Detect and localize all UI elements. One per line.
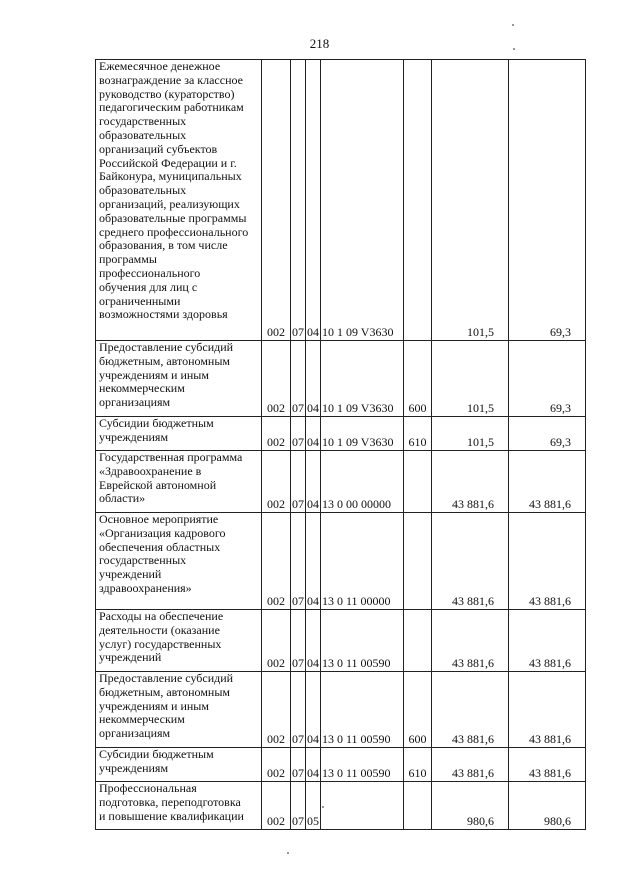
row-sum-2: 69,3 bbox=[509, 341, 586, 417]
row-sum-2: 43 881,6 bbox=[509, 610, 586, 672]
row-sum-1: 101,5 bbox=[432, 60, 509, 341]
scan-speck bbox=[512, 24, 514, 26]
row-sum-1: 43 881,6 bbox=[432, 513, 509, 610]
row-rz-code: 07 bbox=[291, 610, 306, 672]
row-rz-code: 07 bbox=[291, 451, 306, 513]
row-vr-code bbox=[404, 610, 432, 672]
row-name: Ежемесячное денежное вознаграждение за классное руководство (кураторство) педагогическим работникам государственных образовательных организаций субъектов Российской Федерации и г. Байконура, муниципальных образовательных организаций, реализующих образовательные программы среднего профессионального образования, в том числе программы профессионального обучения для лиц с ограниченными возможностями здоровья bbox=[96, 60, 262, 341]
row-vr-code: 610 bbox=[404, 748, 432, 782]
row-gr-code: 002 bbox=[262, 610, 291, 672]
table-row bbox=[96, 60, 586, 341]
row-vr-code: 610 bbox=[404, 417, 432, 451]
row-gr-code: 002 bbox=[262, 513, 291, 610]
row-name: Государственная программа «Здравоохранение в Еврейской автономной области» bbox=[96, 451, 262, 513]
row-sum-2: 69,3 bbox=[509, 417, 586, 451]
row-rz-code: 07 bbox=[291, 748, 306, 782]
row-name: Основное мероприятие «Организация кадрового обеспечения областных государственных учреждений здравоохранения» bbox=[96, 513, 262, 610]
row-csr-code bbox=[321, 782, 404, 830]
row-sum-2: 43 881,6 bbox=[509, 513, 586, 610]
row-name: Субсидии бюджетным учреждениям bbox=[96, 748, 262, 782]
table-row bbox=[96, 672, 586, 748]
row-pr-code: 04 bbox=[306, 417, 321, 451]
row-pr-code: 04 bbox=[306, 341, 321, 417]
table-row bbox=[96, 782, 586, 830]
row-gr-code: 002 bbox=[262, 341, 291, 417]
row-gr-code: 002 bbox=[262, 782, 291, 830]
scan-speck bbox=[322, 806, 324, 808]
budget-table bbox=[95, 59, 586, 830]
row-vr-code bbox=[404, 60, 432, 341]
row-csr-code: 10 1 09 V3630 bbox=[321, 417, 404, 451]
row-sum-1: 980,6 bbox=[432, 782, 509, 830]
row-sum-1: 101,5 bbox=[432, 417, 509, 451]
row-csr-code: 13 0 11 00590 bbox=[321, 748, 404, 782]
row-pr-code: 04 bbox=[306, 60, 321, 341]
row-sum-2: 980,6 bbox=[509, 782, 586, 830]
row-csr-code: 10 1 09 V3630 bbox=[321, 341, 404, 417]
row-gr-code: 002 bbox=[262, 60, 291, 341]
row-rz-code: 07 bbox=[291, 60, 306, 341]
row-rz-code: 07 bbox=[291, 672, 306, 748]
row-vr-code bbox=[404, 782, 432, 830]
page-number: 218 bbox=[309, 36, 330, 51]
row-vr-code: 600 bbox=[404, 672, 432, 748]
table-row bbox=[96, 748, 586, 782]
scan-speck bbox=[287, 852, 289, 854]
row-pr-code: 04 bbox=[306, 451, 321, 513]
table-row bbox=[96, 417, 586, 451]
row-csr-code: 13 0 11 00590 bbox=[321, 610, 404, 672]
row-pr-code: 05 bbox=[306, 782, 321, 830]
row-rz-code: 07 bbox=[291, 513, 306, 610]
row-csr-code: 10 1 09 V3630 bbox=[321, 60, 404, 341]
row-sum-1: 101,5 bbox=[432, 341, 509, 417]
row-csr-code: 13 0 11 00590 bbox=[321, 672, 404, 748]
row-gr-code: 002 bbox=[262, 748, 291, 782]
row-name: Расходы на обеспечение деятельности (оказание услуг) государственных учреждений bbox=[96, 610, 262, 672]
row-csr-code: 13 0 11 00000 bbox=[321, 513, 404, 610]
row-rz-code: 07 bbox=[291, 341, 306, 417]
row-name: Предоставление субсидий бюджетным, автономным учреждениям и иным некоммерческим организациям bbox=[96, 341, 262, 417]
row-vr-code: 600 bbox=[404, 341, 432, 417]
scan-speck bbox=[513, 48, 515, 50]
row-csr-code: 13 0 00 00000 bbox=[321, 451, 404, 513]
table-row bbox=[96, 451, 586, 513]
table-row bbox=[96, 513, 586, 610]
row-sum-2: 43 881,6 bbox=[509, 748, 586, 782]
row-pr-code: 04 bbox=[306, 513, 321, 610]
row-sum-1: 43 881,6 bbox=[432, 748, 509, 782]
row-name: Субсидии бюджетным учреждениям bbox=[96, 417, 262, 451]
row-pr-code: 04 bbox=[306, 610, 321, 672]
row-pr-code: 04 bbox=[306, 748, 321, 782]
row-name: Предоставление субсидий бюджетным, автономным учреждениям и иным некоммерческим организациям bbox=[96, 672, 262, 748]
table-row bbox=[96, 610, 586, 672]
row-pr-code: 04 bbox=[306, 672, 321, 748]
row-rz-code: 07 bbox=[291, 782, 306, 830]
row-sum-1: 43 881,6 bbox=[432, 672, 509, 748]
row-sum-2: 43 881,6 bbox=[509, 672, 586, 748]
row-gr-code: 002 bbox=[262, 672, 291, 748]
row-vr-code bbox=[404, 513, 432, 610]
row-vr-code bbox=[404, 451, 432, 513]
table-row bbox=[96, 341, 586, 417]
row-gr-code: 002 bbox=[262, 451, 291, 513]
row-sum-1: 43 881,6 bbox=[432, 451, 509, 513]
row-rz-code: 07 bbox=[291, 417, 306, 451]
row-name: Профессиональная подготовка, переподготовка и повышение квалификации bbox=[96, 782, 262, 830]
row-sum-1: 43 881,6 bbox=[432, 610, 509, 672]
row-sum-2: 43 881,6 bbox=[509, 451, 586, 513]
row-gr-code: 002 bbox=[262, 417, 291, 451]
row-sum-2: 69,3 bbox=[509, 60, 586, 341]
